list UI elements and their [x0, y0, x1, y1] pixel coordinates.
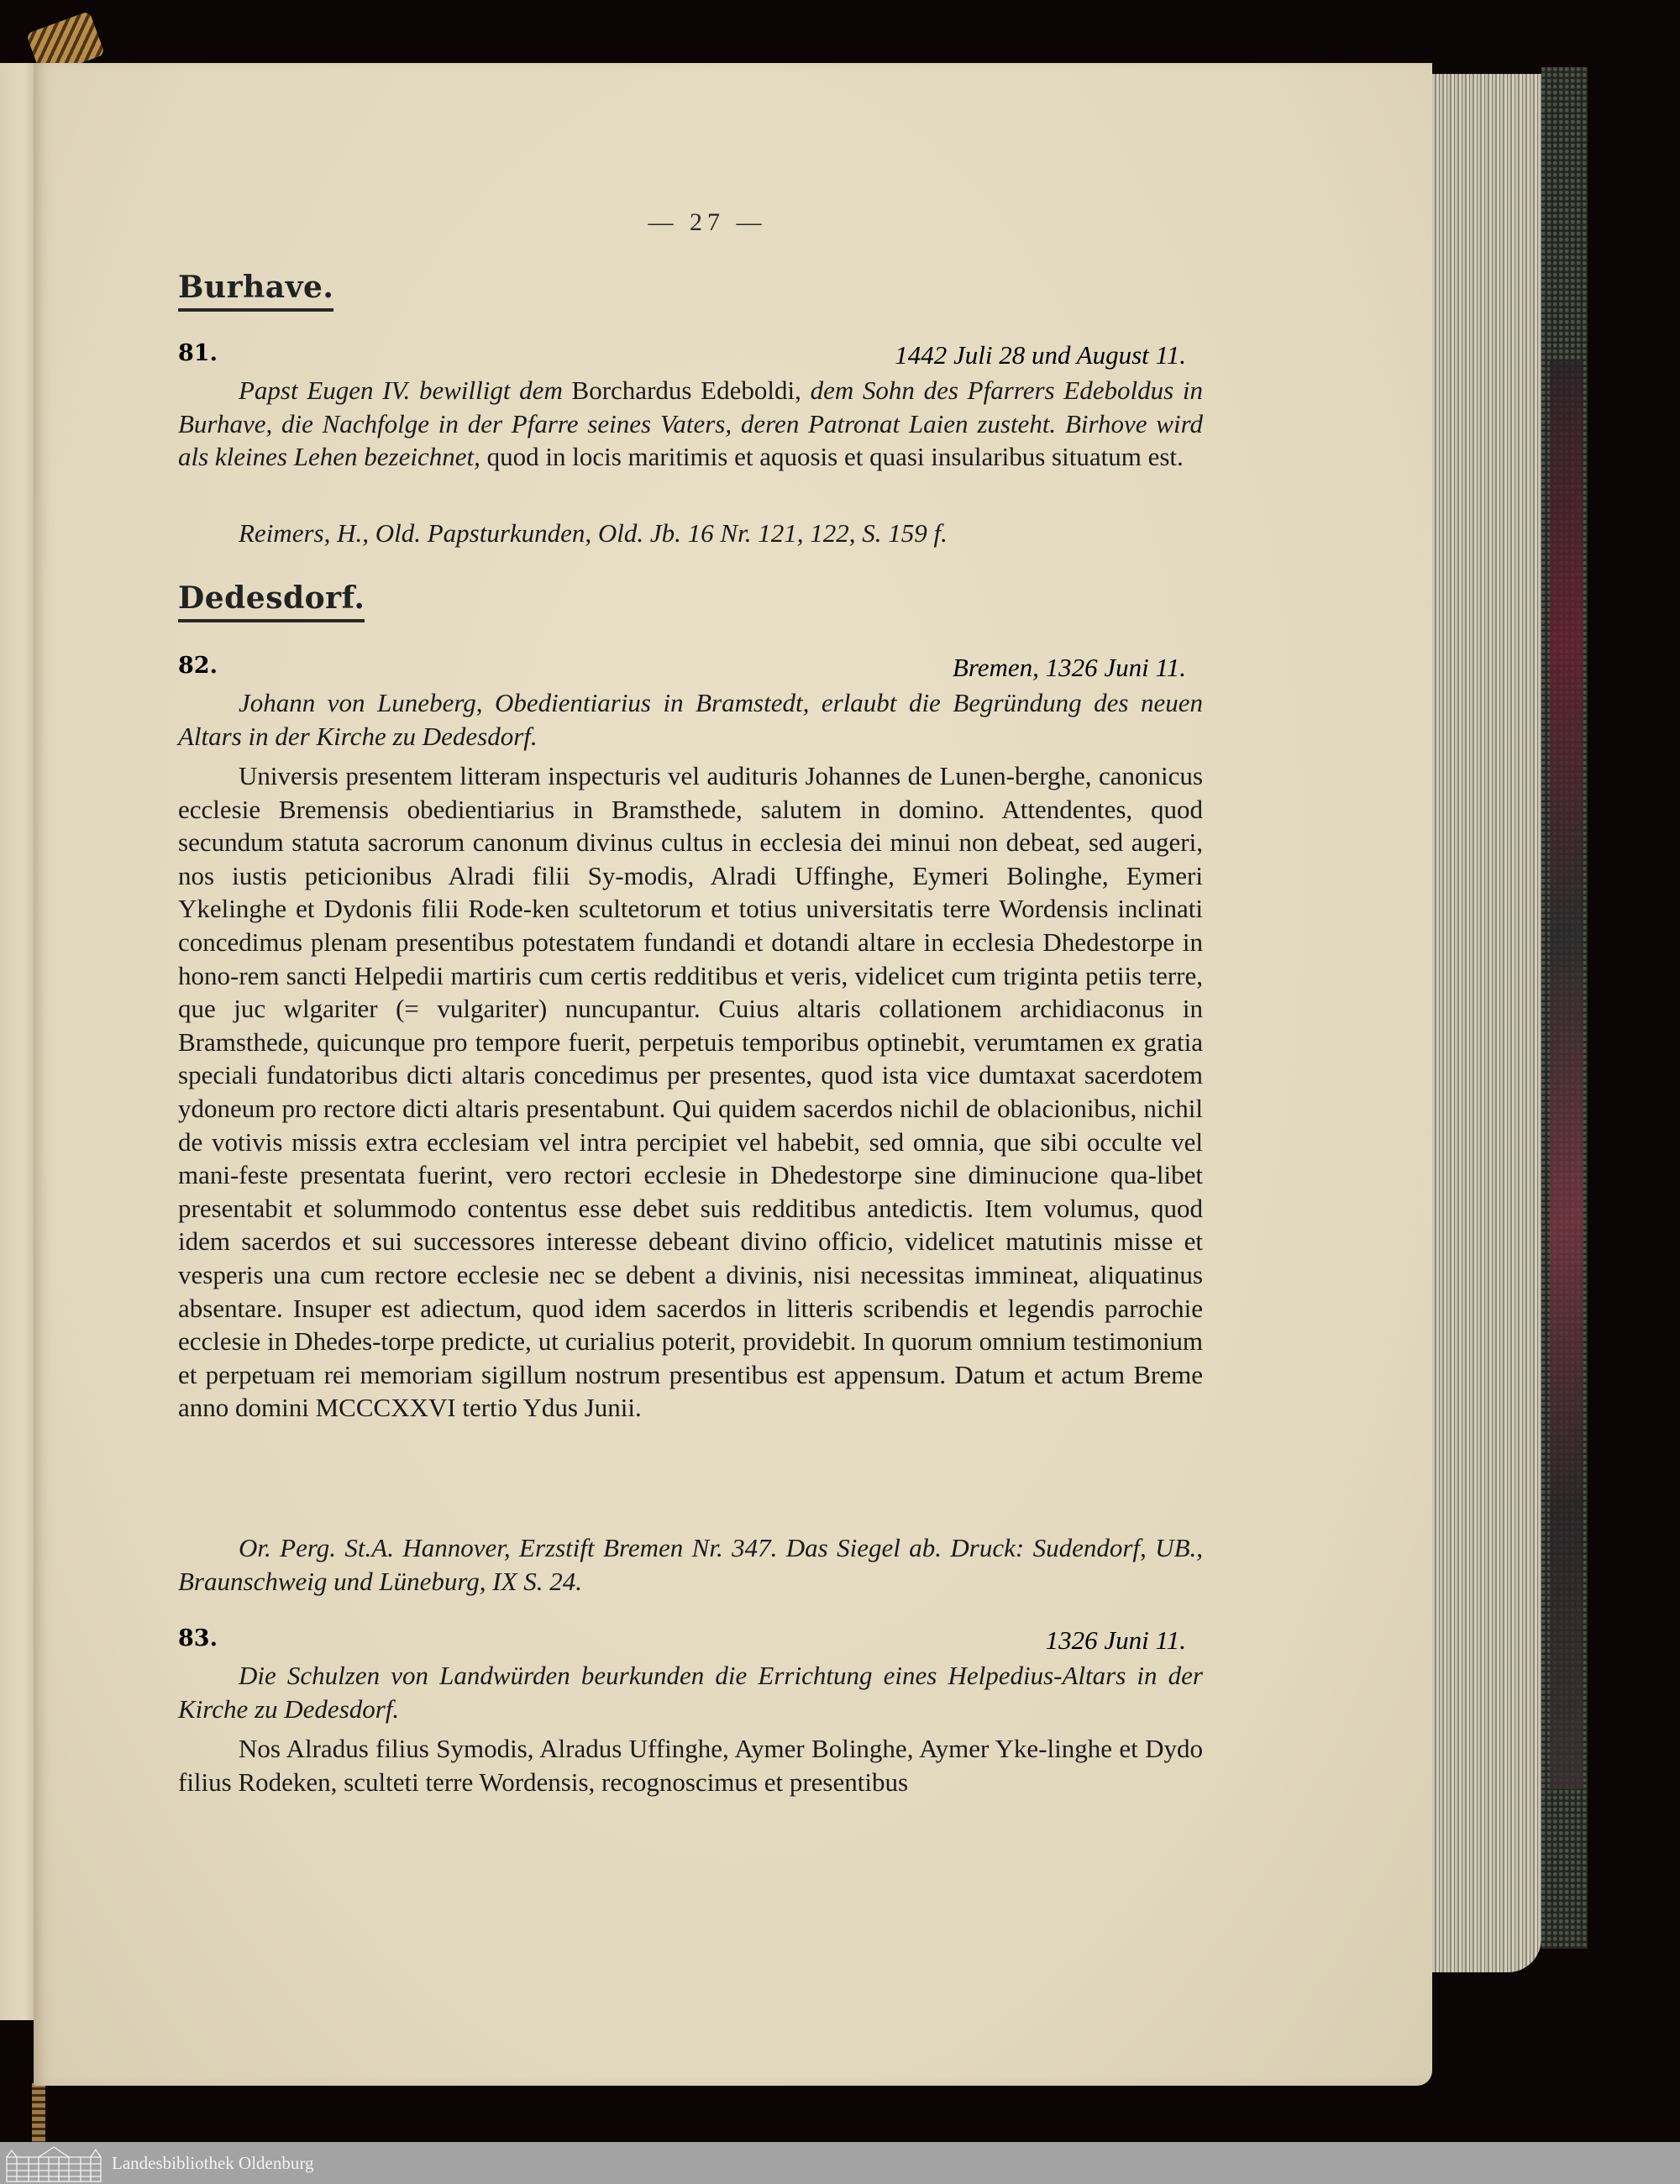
section-heading-burhave: Burhave.	[178, 269, 333, 312]
facing-page-edge	[0, 63, 34, 2020]
entry-81-summary: Papst Eugen IV. bewilligt dem Borchardus Edeboldi, dem Sohn des Pfarrers Edeboldus in Burhave, die Nachfolge in der Pfarre seines Vaters, deren Patronat Laien zusteht. Birhove wird als kleines Lehen bezeichnet, quod in locis maritimis et aquosis et quasi insularibus situatum est.	[178, 375, 1204, 472]
book-page-edges	[1432, 74, 1541, 1972]
entry-header-81	[178, 340, 1186, 374]
page-number: — 27 —	[648, 208, 767, 236]
entry-date: 1442 Juli 28 und August 11.	[895, 340, 1186, 370]
library-building-icon	[5, 2145, 104, 2182]
entry-82-source: Or. Perg. St.A. Hannover, Erzstift Bremen Nr. 347. Das Siegel ab. Druck: Sudendorf, UB., Braunschweig und Lüneburg, IX S. 24.	[178, 1533, 1203, 1596]
bookmark-ribbon-bottom	[32, 2083, 45, 2142]
entry-81-source: Reimers, H., Old. Papsturkunden, Old. Jb. 16 Nr. 121, 122, S. 159 f.	[239, 518, 948, 548]
section-heading-dedesdorf: Dedesdorf.	[178, 580, 365, 622]
entry-header-82	[178, 653, 1186, 686]
footer-bar	[0, 2142, 1680, 2184]
entry-83-summary: Die Schulzen von Landwürden beurkunden die Errichtung eines Helpedius-Altars in der Kirche zu Dedesdorf.	[178, 1661, 1203, 1724]
entry-date: 1326 Juni 11.	[1045, 1625, 1186, 1655]
entry-83-body: Nos Alradus filius Symodis, Alradus Uffinghe, Aymer Bolinghe, Aymer Yke-linghe et Dydo filius Rodeken, sculteti terre Wordensis, recognoscimus et presentibus	[178, 1734, 1203, 1797]
entry-number: 82.	[178, 653, 218, 679]
entry-number: 83.	[178, 1625, 218, 1651]
entry-number: 81.	[178, 340, 218, 366]
entry-82-body: Universis presentem litteram inspecturis vel audituris Johannes de Lunen-berghe, canonicus ecclesie Bremensis obedientiarius in Bramsthede, salutem in domino. Attendentes, quod secundum statuta sacrorum canonum divinus cultus in ecclesia dei minui non debeat, sed augeri, nos iustis peticionibus Alradi filii Sy-modis, Alradi Uffinghe, Eymeri Bolinghe, Eymeri Ykelinghe et Dydonis filii Rode-ken scultetorum et totius universitatis terre Wordensis inclinati concedimus plenam presentibus potestatem fundandi et dotandi altare in ecclesia Dhedestorpe in hono-rem sancti Helpedii martiris cum certis redditibus et veris, videlicet cum triginta petiis terre, que juc wlgariter (= vulgariter) nuncupantur. Cuius altaris collationem archidiaconus in Bramsthede, quicunque pro tempore fuerit, perpetuis temporibus optinebit, verumtamen ex gratia speciali fundatoribus dicti altaris concedimus per presentes, quod ista vice dumtaxat sacerdotem ydoneum pro rectore dicti altaris presentabunt. Qui quidem sacerdos nichil de oblacionibus, nichil de votivis missis extra ecclesiam vel intra percipiet vel habebit, sed omnia, que sibi occulte vel mani-feste presentata fuerint, vero rectori ecclesie in Dhedestorpe sine diminucione qua-libet presentabit et solummodo contentus esse debet suis redditibus antedictis. Item volumus, quod idem sacerdos et sui successores interesse debeant divino officio, videlicet matutinis misse et vesperis una cum rectore ecclesie nec se debent a divinis, nisi necessitas immineat, aliquatinus absentare. Insuper est adiectum, quod idem sacerdos in litteris scribendis et legendis parrochie ecclesie in Dhedes-torpe predicte, ut curialius poterit, providebit. In quorum omnium testimonium et perpetuam rei memoriam sigillum nostrum presentibus est appensum. Datum et actum Breme anno domini MCCCXXVI tertio Ydus Junii.	[178, 761, 1203, 1423]
marbled-endpaper	[1550, 361, 1583, 1789]
footer-library-name: Landesbibliothek Oldenburg	[112, 2153, 314, 2173]
entry-82-summary: Johann von Luneberg, Obedientiarius in Bramstedt, erlaubt die Begründung des neuen Altars in der Kirche zu Dedesdorf.	[178, 688, 1203, 751]
entry-header-83	[178, 1625, 1186, 1659]
entry-date: Bremen, 1326 Juni 11.	[952, 653, 1186, 682]
